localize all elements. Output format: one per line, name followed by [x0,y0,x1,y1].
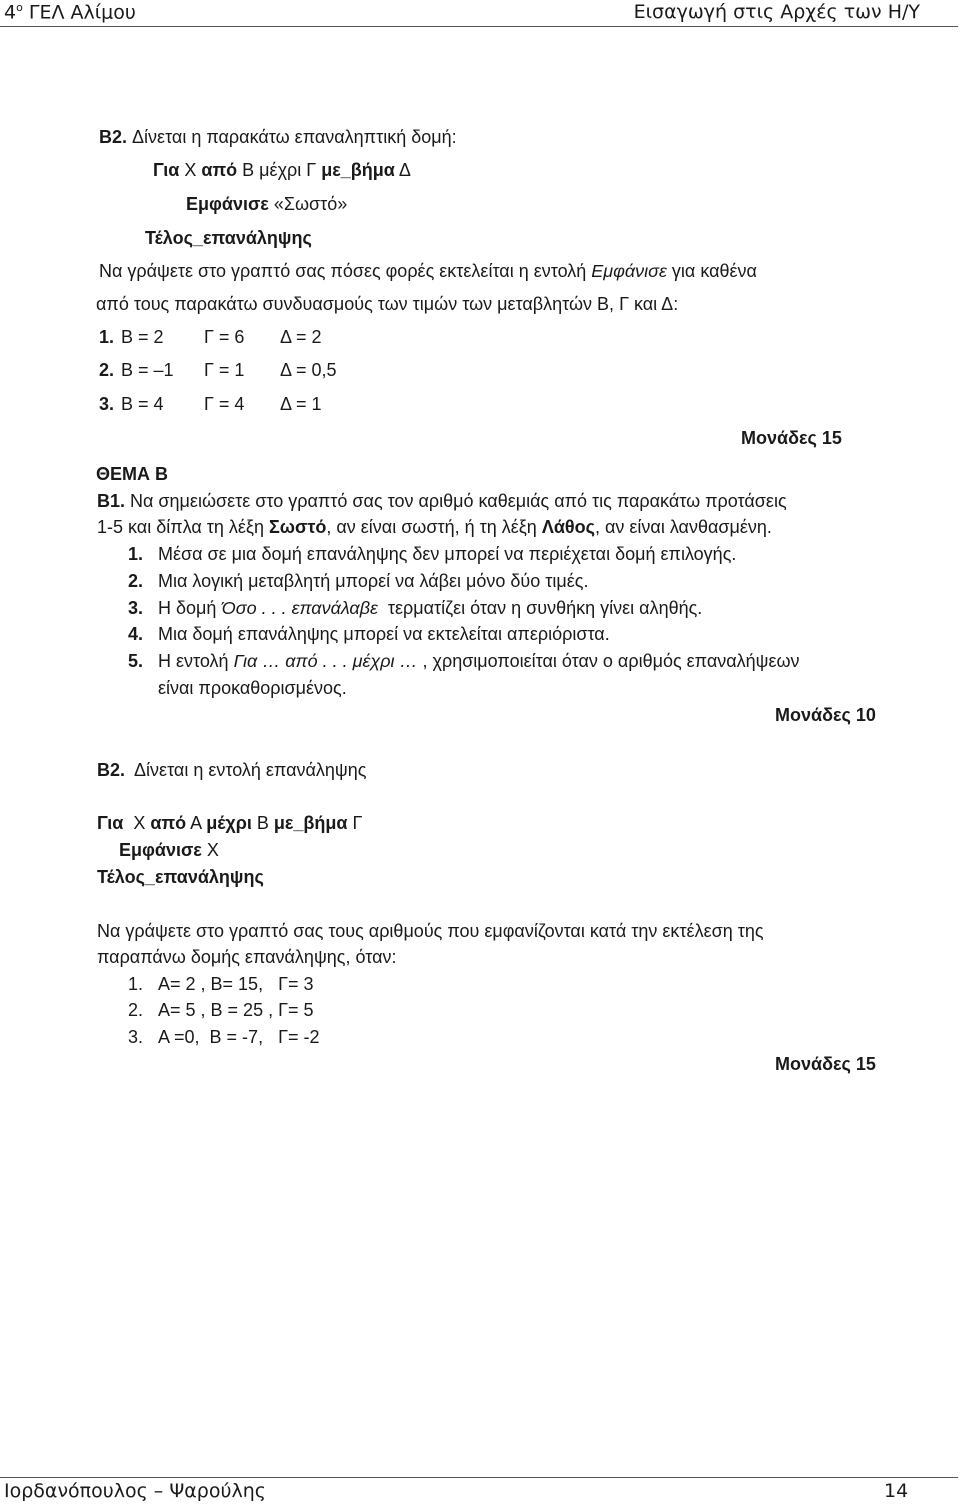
code-line-3: Τέλος_επανάληψης [145,228,312,248]
school-name [4,1,136,23]
code-line-1: Για Χ από Β μέχρι Γ με_βήμα Δ [153,160,411,180]
list-item: 1. Β = 2 Γ = 6 Δ = 2 [99,327,322,347]
code-line-2: Εμφάνισε «Σωστό» [186,194,348,214]
school-number: 4 [4,1,17,24]
section-heading: ΘΕΜΑ Β [96,464,168,484]
exercise-intro-text: Δίνεται η παρακάτω επαναληπτική δομή: [132,127,457,147]
task-line-2: από τους παρακάτω συνδυασμούς των τιμών των μεταβλητών Β, Γ και Δ: [96,294,679,314]
exercise-label: B2. [99,127,128,147]
marks-label: Μονάδες 10 [775,705,876,725]
exercise-intro [99,126,457,148]
list-item: 1. Μέσα σε μια δομή επανάληψης δεν μπορεί να περιέχεται δομή επιλογής. [128,544,737,564]
list-item: 3. Η δομή Όσο . . . επανάλαβε τερματίζει όταν η συνθήκη γίνει αληθής. [128,598,703,618]
list-item: 1. Α= 2 , Β= 15, Γ= 3 [128,974,314,994]
school-ordinal: ο [16,1,23,14]
task-line-1: Να γράψετε στο γραπτό σας τους αριθμούς που εμφανίζονται κατά την εκτέλεση της [97,921,764,941]
list-item: 2. Β = –1 Γ = 1 Δ = 0,5 [99,360,337,380]
header-divider [0,26,958,27]
marks-label: Μονάδες 15 [775,1054,876,1074]
list-item: 3. Α =0, Β = -7, Γ= -2 [128,1027,320,1047]
list-item: 2. Α= 5 , Β = 25 , Γ= 5 [128,1000,314,1020]
list-item: 3. Β = 4 Γ = 4 Δ = 1 [99,394,322,414]
list-item: 5. Η εντολή Για … από . . . μέχρι … , χρησιμοποιείται όταν ο αριθμός επαναλήψεων [128,651,800,671]
task-line-1: Να γράψετε στο γραπτό σας πόσες φορές εκτελείται η εντολή Εμφάνισε για καθένα [99,261,757,281]
page-number: 14 [884,1480,909,1502]
intro-line-1: Β1. Να σημειώσετε στο γραπτό σας τον αριθμό καθεμιάς από τις παρακάτω προτάσεις [97,491,787,511]
code-line-3: Τέλος_επανάληψης [97,867,264,887]
footer-divider [0,1477,958,1478]
page-header [0,0,960,28]
marks-label: Μονάδες 15 [741,428,842,448]
code-line-1: Για Χ από Α μέχρι Β με_βήμα Γ [97,813,363,833]
list-item: 2. Μια λογική μεταβλητή μπορεί να λάβει μόνο δύο τιμές. [128,571,589,591]
list-item-continuation: είναι προκαθορισμένος. [158,678,347,698]
task-line-2: παραπάνω δομής επανάληψης, όταν: [97,947,397,967]
list-item: 4. Μια δομή επανάληψης μπορεί να εκτελείται απεριόριστα. [128,624,610,644]
intro-line-2: 1-5 και δίπλα τη λέξη Σωστό, αν είναι σωστή, ή τη λέξη Λάθος, αν είναι λανθασμένη. [97,517,772,537]
authors: Ιορδανόπουλος – Ψαρούλης [4,1480,266,1502]
code-line-2: Εμφάνισε Χ [119,840,219,860]
exercise-intro: Β2. Δίνεται η εντολή επανάληψης [97,760,367,780]
school-title: ΓΕΛ Αλίμου [22,1,136,24]
course-title: Εισαγωγή στις Αρχές των Η/Υ [633,1,920,23]
